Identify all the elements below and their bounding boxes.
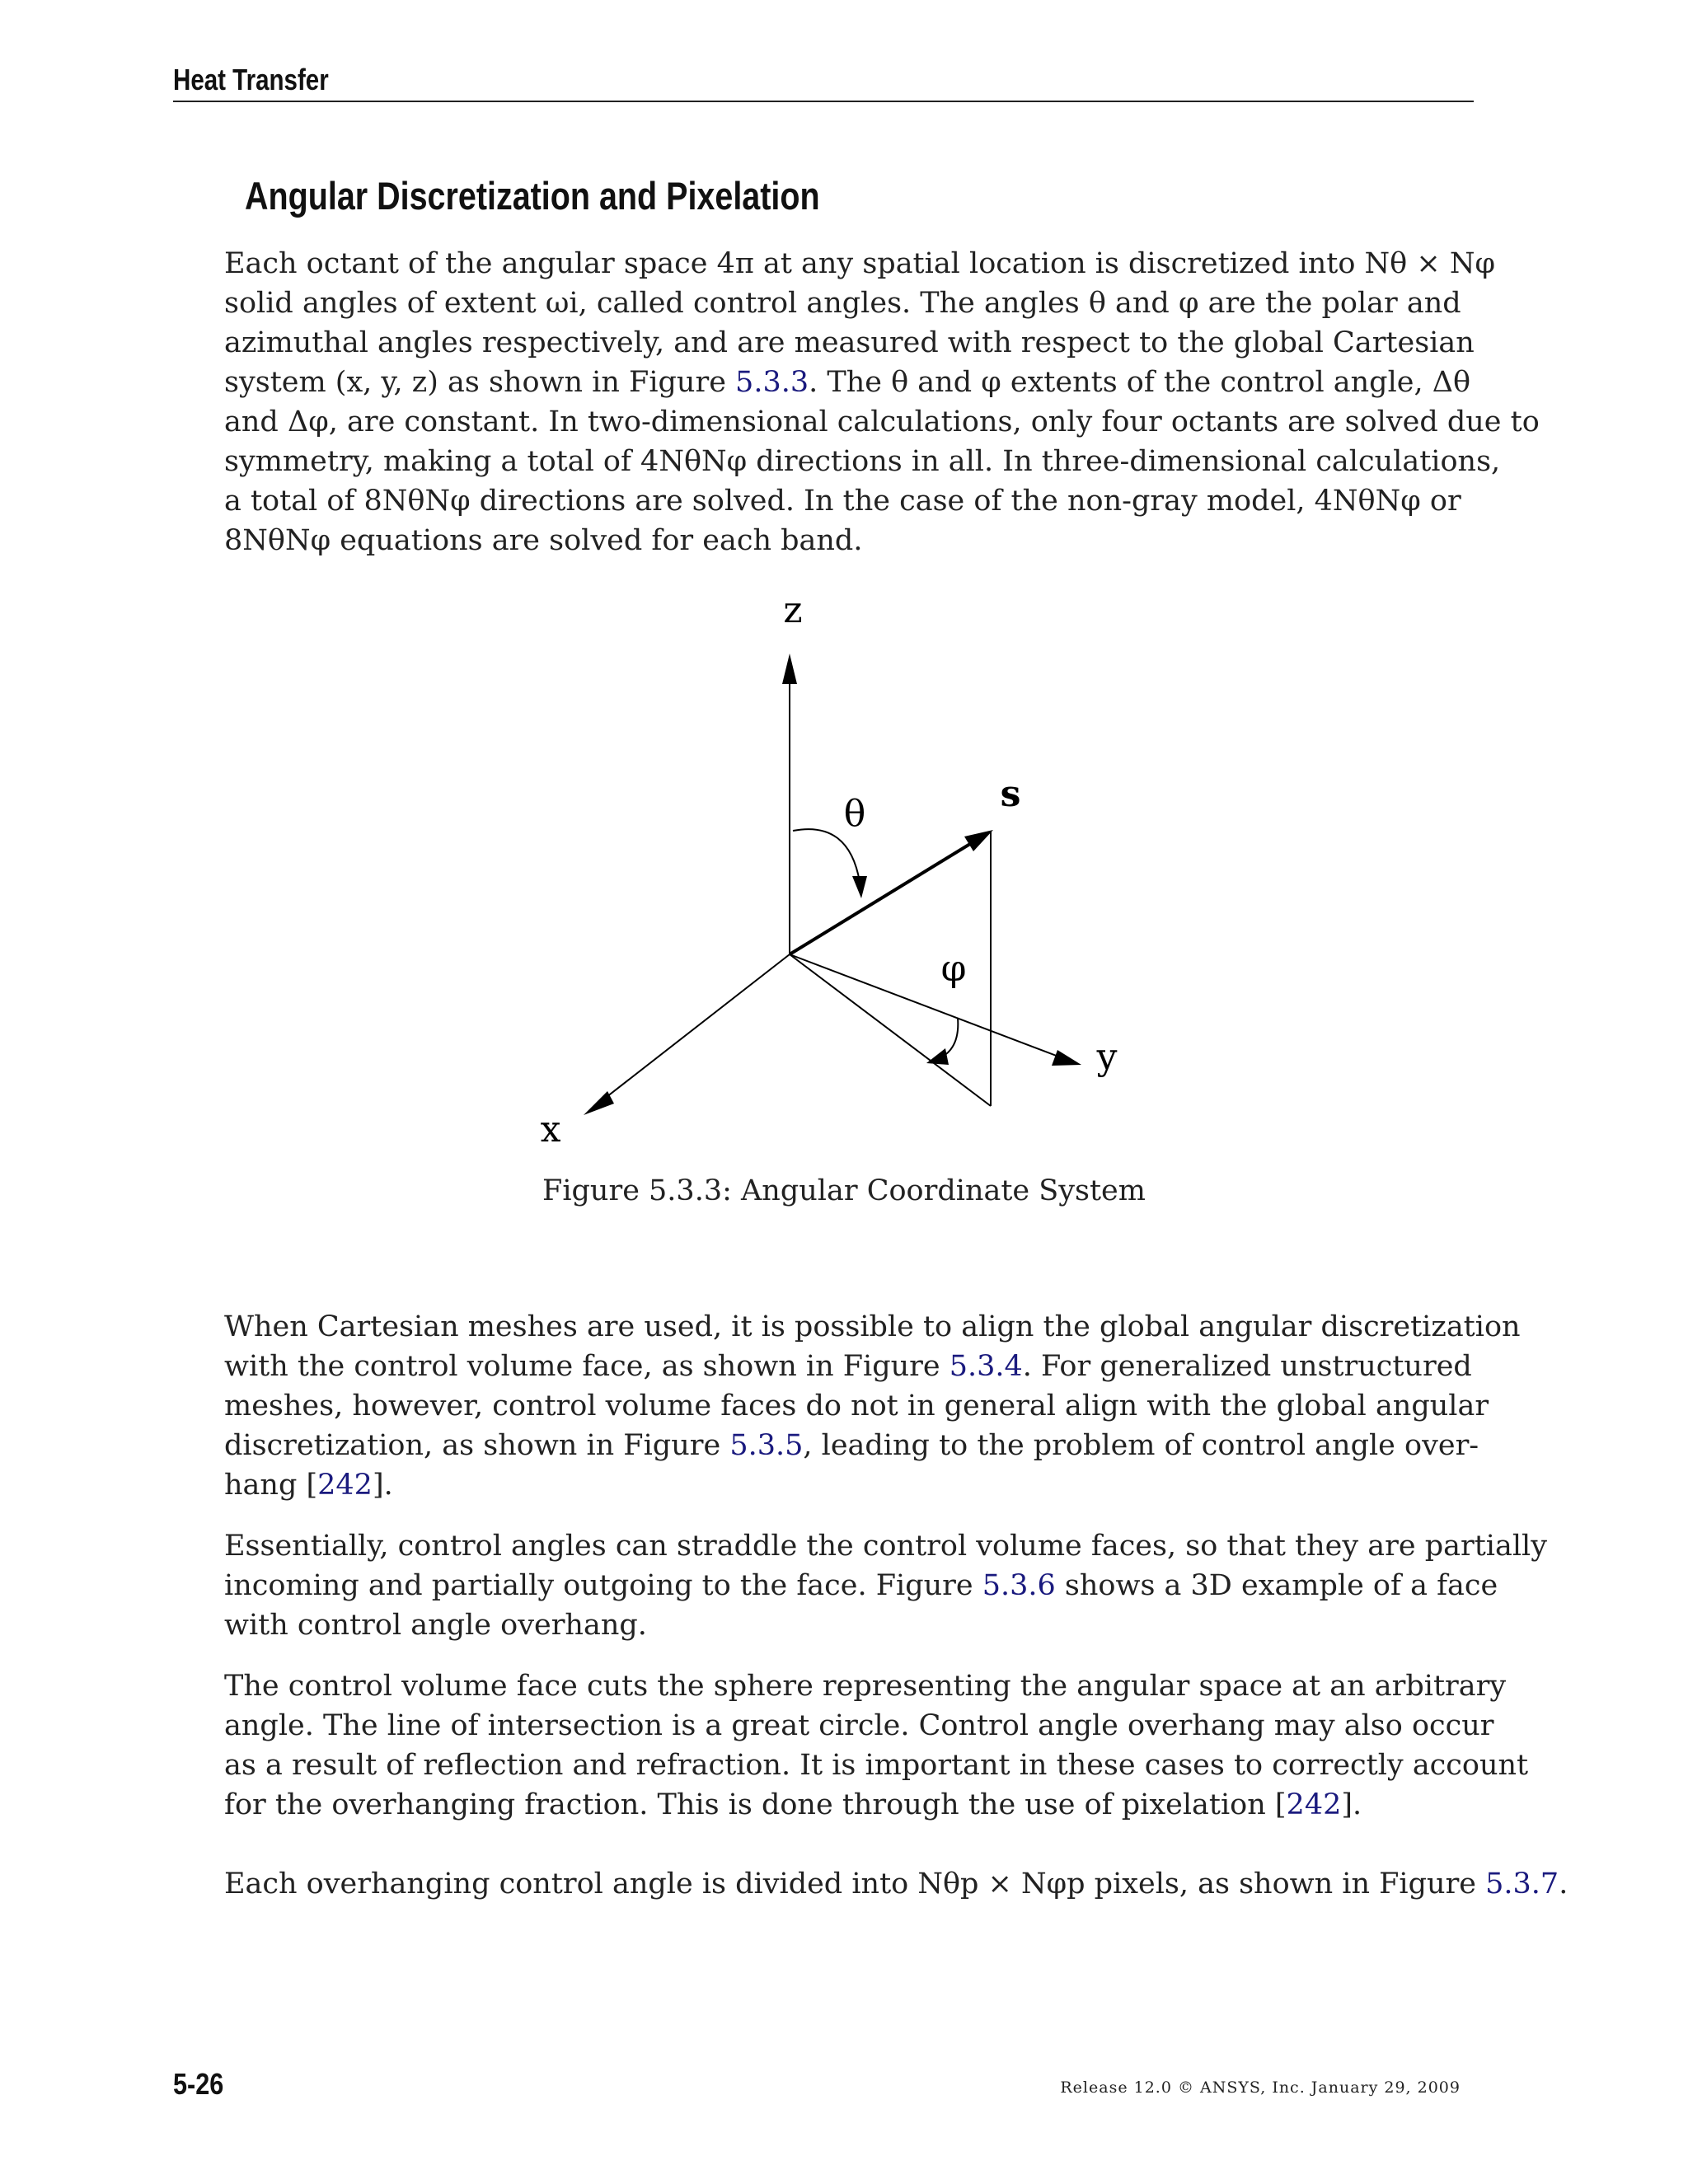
- x-label: x: [540, 1108, 561, 1151]
- section-title: Angular Discretization and Pixelation: [245, 174, 820, 218]
- p2-line-2b: . For generalized unstructured: [1022, 1350, 1472, 1383]
- p1-line-2: solid angles of extent ωi, called control angles. The angles θ and φ are the polar and: [224, 287, 1461, 320]
- paragraph-5: [224, 1864, 1568, 1904]
- p2-line-4b: , leading to the problem of control angle over-: [803, 1429, 1479, 1462]
- paragraph-3: [224, 1526, 1547, 1645]
- p2-line-4: [224, 1426, 1479, 1465]
- p3-line-2: [224, 1566, 1498, 1605]
- p4-line-1: The control volume face cuts the sphere representing the angular space at an arbitrary: [224, 1670, 1507, 1703]
- p3-line-2b: shows a 3D example of a face: [1055, 1569, 1498, 1602]
- p4-line-4a: for the overhanging fraction. This is done through the use of pixelation [: [224, 1788, 1287, 1821]
- paragraph-1: [224, 244, 1540, 560]
- p2-line-1: When Cartesian meshes are used, it is possible to align the global angular discretization: [224, 1310, 1521, 1343]
- p2-line-5a: hang [: [224, 1469, 318, 1502]
- paragraph-2: [224, 1307, 1521, 1505]
- s-vector: [790, 837, 981, 954]
- p4-line-4b: ].: [1341, 1788, 1362, 1821]
- p4-line-4: [224, 1785, 1461, 1825]
- x-axis: [592, 954, 790, 1108]
- p2-line-4a: discretization, as shown in Figure: [224, 1429, 730, 1462]
- citation-242[interactable]: 242: [317, 1469, 373, 1502]
- phi-label: φ: [940, 948, 967, 990]
- p5-line-a: Each overhanging control angle is divided into Nθp × Nφp pixels, as shown in Figure: [224, 1868, 1486, 1900]
- y-axis-arrowhead: [1052, 1050, 1081, 1066]
- p2-line-5: [224, 1465, 1461, 1505]
- p1-line-1: Each octant of the angular space 4π at any spatial location is discretized into Nθ × Nφ: [224, 247, 1495, 280]
- running-header: Heat Transfer: [173, 63, 329, 96]
- p1-line-4a: system (x, y, z) as shown in Figure: [224, 366, 736, 399]
- p1-line-8: 8NθNφ equations are solved for each band.: [224, 524, 863, 557]
- p1-line-3: azimuthal angles respectively, and are measured with respect to the global Cartesian: [224, 326, 1475, 359]
- p1-line-6: symmetry, making a total of 4NθNφ directions in all. In three-dimensional calculations,: [224, 445, 1501, 478]
- release-info: Release 12.0 © ANSYS, Inc. January 29, 2009: [1060, 2079, 1461, 2097]
- theta-label: θ: [843, 793, 866, 835]
- p5-line-b: .: [1559, 1868, 1568, 1900]
- p2-line-2a: with the control volume face, as shown in Figure: [224, 1350, 950, 1383]
- p4-line-3: as a result of reflection and refraction. It is important in these cases to correctly account: [224, 1749, 1529, 1782]
- header-rule: [173, 101, 1474, 102]
- p4-line-2: angle. The line of intersection is a great circle. Control angle overhang may also occur: [224, 1709, 1494, 1742]
- p1-line-7: a total of 8NθNφ directions are solved. In the case of the non-gray model, 4NθNφ or: [224, 485, 1461, 518]
- phi-arrowhead: [926, 1048, 949, 1065]
- p3-line-2a: incoming and partially outgoing to the face. Figure: [224, 1569, 982, 1602]
- theta-arc: [793, 829, 860, 882]
- p5-line-1: [224, 1864, 1568, 1904]
- p2-line-3: meshes, however, control volume faces do not in general align with the global angular: [224, 1390, 1489, 1422]
- angular-coordinate-figure: [495, 577, 1121, 1154]
- citation-242-b[interactable]: 242: [1286, 1788, 1342, 1821]
- figure-ref-5-3-5[interactable]: 5.3.5: [729, 1429, 804, 1462]
- figure-caption: Figure 5.3.3: Angular Coordinate System: [542, 1174, 1146, 1207]
- figure-ref-5-3-6[interactable]: 5.3.6: [982, 1569, 1056, 1602]
- p1-line-4: [224, 363, 1471, 402]
- p2-line-2: [224, 1347, 1472, 1386]
- page-number: 5-26: [173, 2067, 224, 2101]
- p3-line-1: Essentially, control angles can straddle the control volume faces, so that they are partially: [224, 1530, 1547, 1563]
- p2-line-5b: ].: [372, 1469, 393, 1502]
- p1-line-4b: . The θ and φ extents of the control angle, Δθ: [809, 366, 1471, 399]
- paragraph-4: [224, 1666, 1529, 1825]
- p3-line-3: with control angle overhang.: [224, 1609, 647, 1642]
- p1-line-5: and Δφ, are constant. In two-dimensional calculations, only four octants are solved due to: [224, 405, 1540, 438]
- y-label: y: [1096, 1036, 1118, 1078]
- figure-ref-5-3-3[interactable]: 5.3.3: [735, 366, 809, 399]
- s-vector-arrowhead: [964, 830, 993, 851]
- figure-ref-5-3-4[interactable]: 5.3.4: [949, 1350, 1023, 1383]
- y-axis: [790, 954, 1071, 1062]
- theta-arrowhead: [852, 876, 867, 898]
- z-label: z: [783, 589, 803, 631]
- z-axis-arrowhead: [782, 654, 797, 684]
- figure-ref-5-3-7[interactable]: 5.3.7: [1485, 1868, 1559, 1900]
- s-label: s: [1000, 773, 1021, 815]
